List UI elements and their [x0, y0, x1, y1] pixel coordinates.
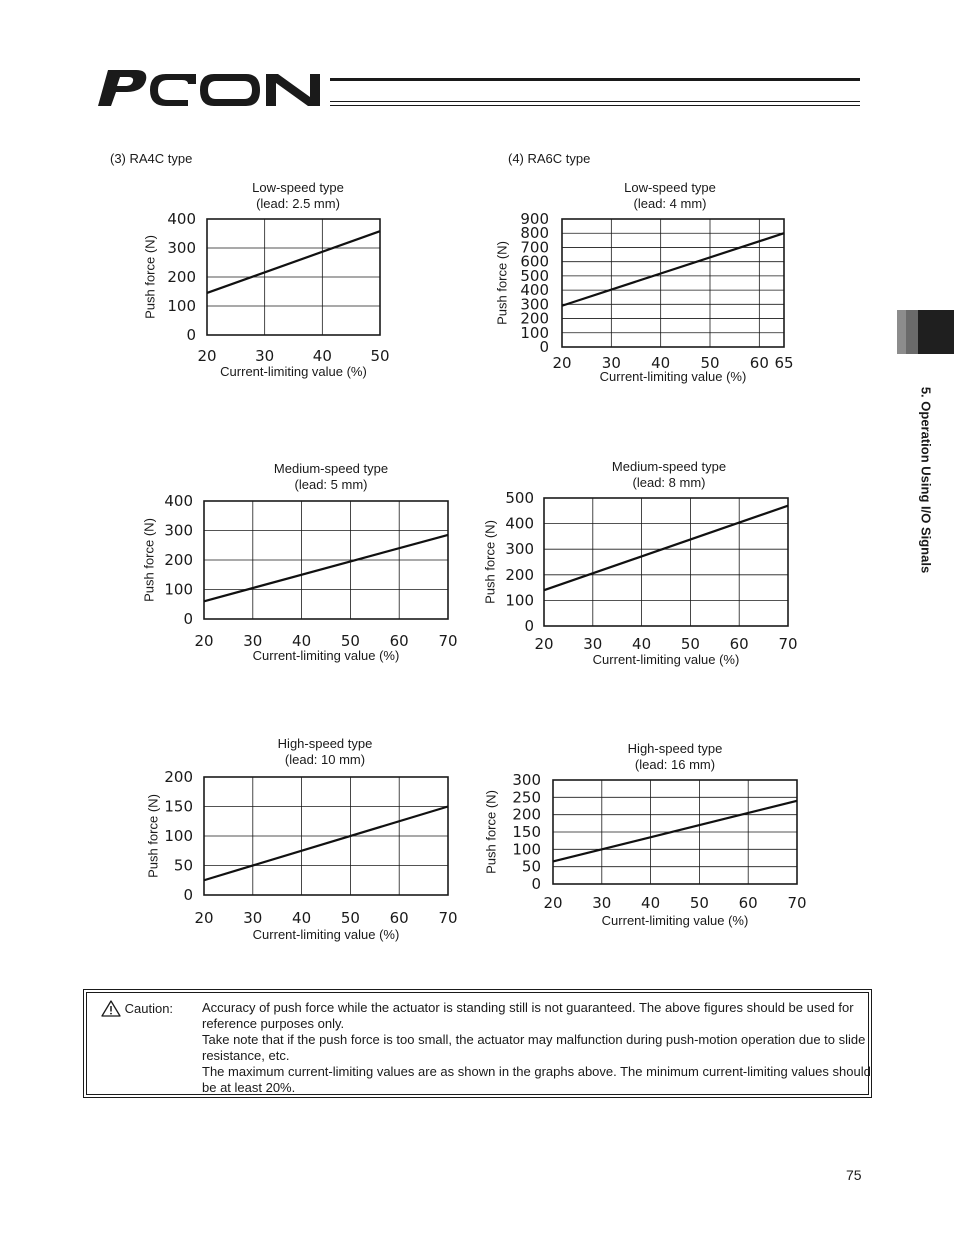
- y-tick-label: 100: [520, 323, 549, 342]
- chart-x-axis-label: Current-limiting value (%): [220, 364, 367, 379]
- side-tab-dark-block: [918, 310, 954, 354]
- push-force-line: [204, 807, 448, 881]
- x-tick-label: 50: [689, 894, 709, 912]
- caution-line-1: Accuracy of push force while the actuator is standing still is not guaranteed. The above figures should be used for reference purposes only.: [202, 1000, 854, 1031]
- x-tick-label: 50: [340, 632, 360, 650]
- x-tick-label: 20: [197, 347, 217, 365]
- plot-frame: [553, 780, 797, 884]
- x-tick-label: 50: [340, 909, 360, 927]
- x-tick-label: 30: [583, 635, 603, 653]
- logo-text: PCON: [96, 66, 99, 67]
- x-tick-label: 40: [312, 347, 332, 365]
- y-tick-label: 400: [520, 281, 549, 300]
- x-tick-label: 40: [292, 909, 312, 927]
- x-tick-label: 30: [243, 632, 263, 650]
- x-tick-label: 60: [729, 635, 749, 653]
- y-tick-label: 50: [521, 857, 541, 876]
- x-tick-label: 20: [194, 632, 214, 650]
- x-tick-label: 60: [389, 632, 409, 650]
- chart-y-axis-label: Push force (N): [482, 520, 498, 604]
- chart-y-axis-label: Push force (N): [145, 794, 161, 878]
- caution-text: [202, 1000, 874, 1096]
- y-tick-label: 800: [520, 224, 549, 243]
- y-tick-label: 200: [167, 268, 196, 286]
- y-tick-label: 300: [520, 295, 549, 314]
- y-tick-label: 200: [512, 805, 541, 824]
- x-tick-label: 40: [292, 632, 312, 650]
- push-force-line: [544, 506, 788, 590]
- x-tick-label: 50: [700, 354, 720, 372]
- chart-title: Medium-speed type: [273, 461, 389, 476]
- caution-header: [101, 1000, 173, 1017]
- x-tick-label: 40: [641, 894, 661, 912]
- y-tick-label: 300: [512, 771, 541, 789]
- chart-y-axis-label: Push force (N): [141, 518, 157, 602]
- y-tick-label: 300: [164, 521, 193, 540]
- chart-title: High-speed type: [277, 736, 373, 751]
- push-force-line: [207, 231, 380, 293]
- x-tick-label: 30: [255, 347, 275, 365]
- plot-frame: [204, 777, 448, 895]
- plot-frame: [562, 219, 784, 347]
- pcon-logo: [96, 66, 336, 110]
- chart-subtitle: (lead: 2.5 mm): [256, 196, 340, 211]
- y-tick-label: 0: [539, 338, 549, 356]
- section-label-ra6c: (4) RA6C type: [508, 151, 591, 166]
- y-tick-label: 100: [167, 297, 196, 315]
- chart-x-axis-label: Current-limiting value (%): [592, 652, 740, 667]
- plot-frame: [544, 498, 788, 626]
- push-force-line: [553, 801, 797, 862]
- chart-y-axis-label: Push force (N): [483, 790, 499, 874]
- chart-y-axis-label: Push force (N): [142, 235, 158, 319]
- y-tick-label: 400: [167, 210, 196, 228]
- push-force-line: [562, 233, 784, 306]
- side-tab-label: 5. Operation Using I/O Signals: [918, 386, 934, 574]
- chart-subtitle: (lead: 16 mm): [634, 757, 716, 772]
- y-tick-label: 0: [524, 617, 534, 635]
- y-tick-label: 900: [520, 210, 549, 228]
- y-tick-label: 150: [164, 797, 193, 816]
- y-tick-label: 150: [512, 823, 541, 841]
- plot-frame: [204, 501, 448, 619]
- chart-title: Low-speed type: [252, 180, 344, 195]
- chart-subtitle: (lead: 8 mm): [632, 475, 706, 490]
- chart-subtitle: (lead: 4 mm): [633, 196, 707, 211]
- push-force-line: [204, 535, 448, 601]
- y-tick-label: 100: [164, 827, 193, 845]
- y-tick-label: 300: [505, 540, 534, 559]
- warning-triangle-icon: [101, 1000, 121, 1017]
- x-tick-label: 30: [592, 894, 612, 912]
- x-tick-label: 20: [543, 894, 563, 912]
- y-tick-label: 500: [520, 266, 549, 285]
- y-tick-label: 300: [167, 239, 196, 257]
- plot-frame: [207, 219, 380, 335]
- chart-x-axis-label: Current-limiting value (%): [601, 913, 749, 928]
- chart-title: High-speed type: [627, 741, 723, 756]
- x-tick-label: 60: [738, 894, 758, 912]
- x-tick-label: 70: [438, 632, 458, 650]
- caution-box: [83, 989, 872, 1098]
- x-tick-label: 20: [194, 909, 214, 927]
- y-tick-label: 400: [164, 492, 193, 510]
- x-tick-label: 60: [389, 909, 409, 927]
- x-tick-label: 40: [651, 354, 671, 372]
- x-tick-label: 40: [632, 635, 652, 653]
- y-tick-label: 700: [520, 238, 549, 257]
- y-tick-label: 500: [505, 489, 534, 507]
- header-rule-thin-2: [330, 105, 860, 106]
- chart-x-axis-label: Current-limiting value (%): [252, 648, 400, 663]
- chart-x-axis-label: Current-limiting value (%): [252, 927, 400, 942]
- y-tick-label: 50: [173, 856, 193, 875]
- x-tick-label: 50: [370, 347, 390, 365]
- y-tick-label: 0: [183, 610, 193, 628]
- y-tick-label: 250: [512, 788, 541, 807]
- x-tick-label: 30: [243, 909, 263, 927]
- header-rule-thin-1: [330, 101, 860, 102]
- x-tick-label: 70: [438, 909, 458, 927]
- caution-line-3: The maximum current-limiting values are as shown in the graphs above. The minimum current-limiting values should be at least 20%.: [202, 1064, 871, 1095]
- caution-line-2: Take note that if the push force is too small, the actuator may malfunction during push-motion operation due to slide resistance, etc.: [202, 1032, 866, 1063]
- x-tick-label: 65: [774, 354, 794, 372]
- y-tick-label: 100: [512, 840, 541, 859]
- page-number: 75: [846, 1167, 862, 1183]
- y-tick-label: 600: [520, 252, 549, 271]
- chart-x-axis-label: Current-limiting value (%): [599, 369, 747, 384]
- y-tick-label: 100: [505, 591, 534, 610]
- y-tick-label: 0: [186, 326, 196, 344]
- x-tick-label: 20: [552, 354, 572, 372]
- caution-inner-border: [86, 992, 869, 1095]
- y-tick-label: 0: [531, 875, 541, 893]
- x-tick-label: 60: [749, 354, 769, 372]
- caution-label: Caution:: [124, 1001, 174, 1017]
- chart-title: Medium-speed type: [611, 459, 727, 474]
- header-rule-thick: [330, 78, 860, 81]
- x-tick-label: 70: [787, 894, 807, 912]
- y-tick-label: 0: [183, 886, 193, 904]
- chart-title: Low-speed type: [624, 180, 716, 195]
- x-tick-label: 20: [534, 635, 554, 653]
- chart-subtitle: (lead: 10 mm): [284, 752, 366, 767]
- section-label-ra4c: (3) RA4C type: [110, 151, 193, 166]
- y-tick-label: 100: [164, 580, 193, 599]
- x-tick-label: 70: [778, 635, 798, 653]
- y-tick-label: 200: [164, 768, 193, 786]
- chart-subtitle: (lead: 5 mm): [294, 477, 368, 492]
- y-tick-label: 200: [505, 565, 534, 584]
- x-tick-label: 30: [601, 354, 621, 372]
- x-tick-label: 50: [680, 635, 700, 653]
- chart-y-axis-label: Push force (N): [494, 241, 510, 325]
- y-tick-label: 200: [520, 309, 549, 328]
- y-tick-label: 400: [505, 514, 534, 533]
- y-tick-label: 200: [164, 551, 193, 569]
